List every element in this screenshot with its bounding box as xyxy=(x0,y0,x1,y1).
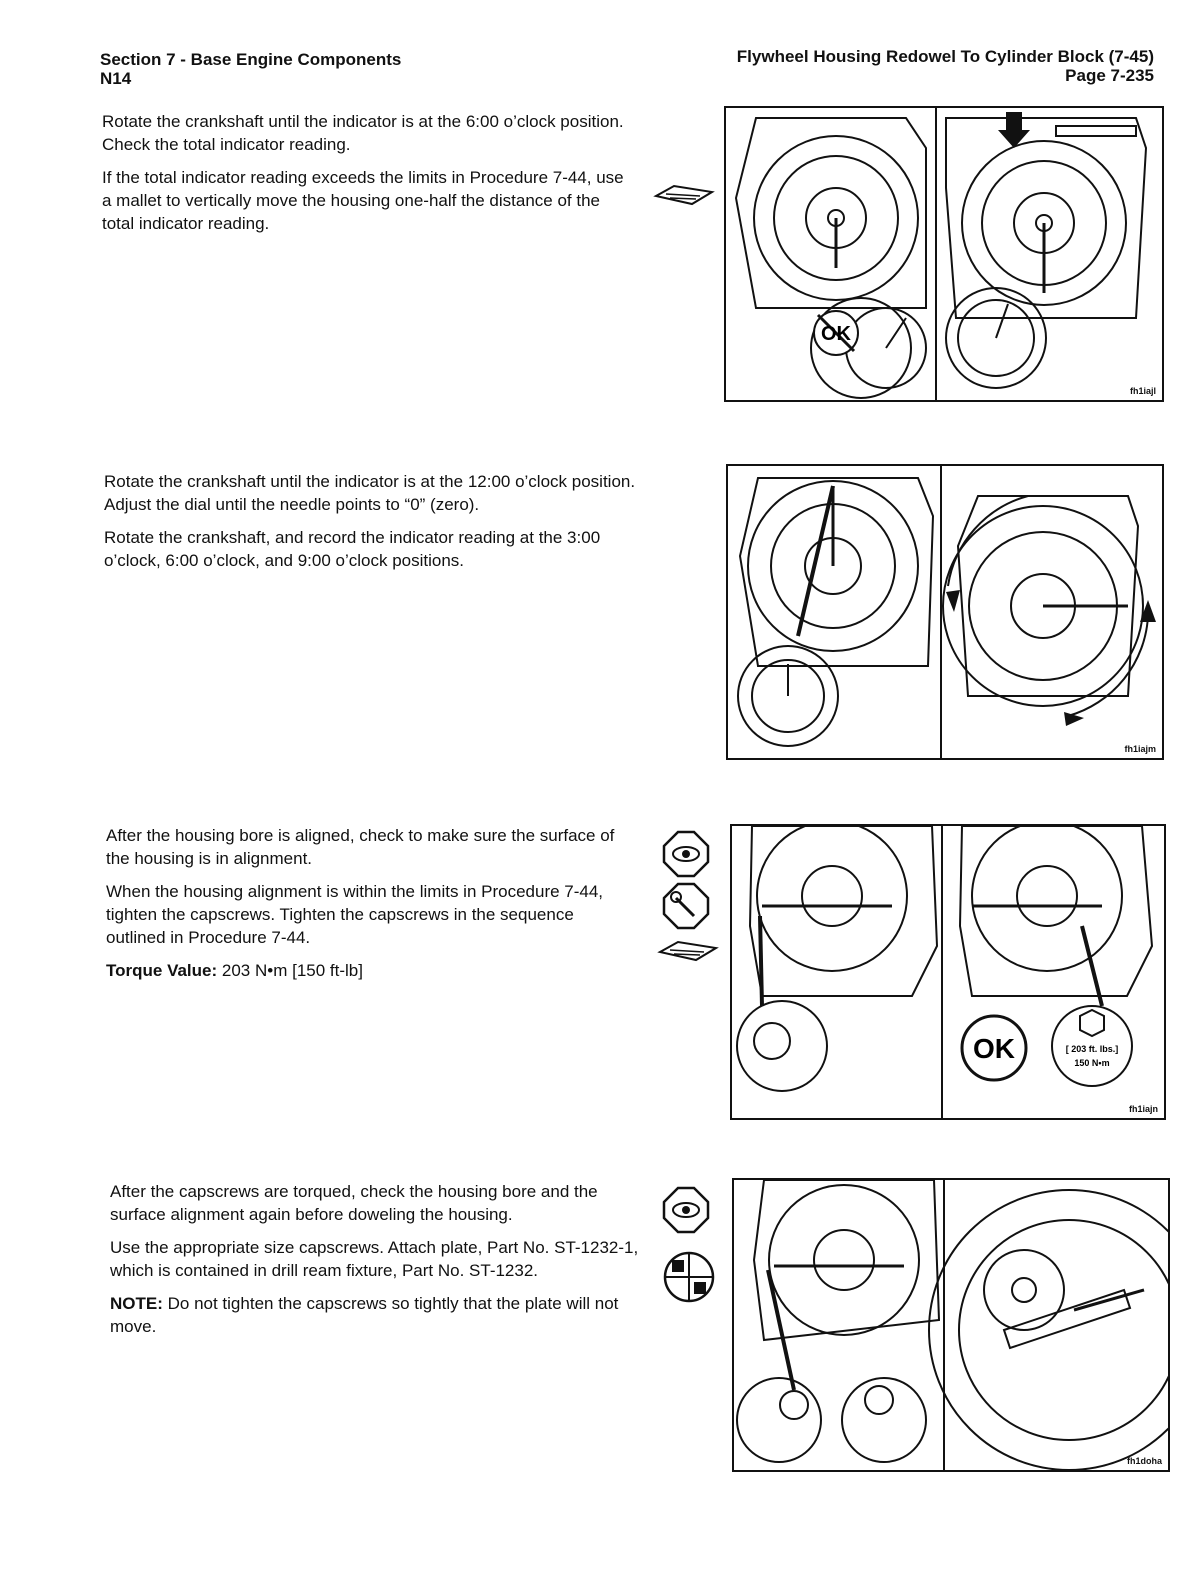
inspect-eye-icon xyxy=(662,1186,710,1234)
section-header xyxy=(100,50,401,88)
note-line xyxy=(110,1292,642,1338)
ok-badge: OK xyxy=(973,1033,1015,1064)
note-label: NOTE: xyxy=(110,1294,163,1313)
figure-2-illustration xyxy=(728,466,1162,758)
note-text: Do not tighten the capscrews so tightly that the plate will not move. xyxy=(110,1294,619,1336)
step-3-paragraph-1: After the housing bore is aligned, check to make sure the surface of the housing is in alignment. xyxy=(106,826,615,868)
inspect-eye-icon xyxy=(662,830,710,878)
torque-callout-ftlb: [ 203 ft. lbs.] xyxy=(1065,1044,1119,1054)
procedure-header xyxy=(737,47,1154,85)
adjust-icon xyxy=(656,938,720,964)
step-2-paragraph-1: Rotate the crankshaft until the indicator is at the 12:00 o’clock position. Adjust the dial until the needle points to “0” (zero). xyxy=(104,472,636,514)
torque-value-line xyxy=(106,959,638,982)
step-2-text xyxy=(104,470,636,582)
step-4-text xyxy=(110,1180,642,1348)
figure-id: fh1iajm xyxy=(1124,744,1156,754)
step-4-paragraph-2: Use the appropriate size capscrews. Attach plate, Part No. ST-1232-1, which is contained in drill ream fixture, Part No. ST-1232. xyxy=(110,1238,639,1280)
step-3-paragraph-2: When the housing alignment is within the limits in Procedure 7-44, tighten the capscrews. Tighten the capscrews in the sequence outlined in Procedure 7-44. xyxy=(106,882,604,947)
torque-label: Torque Value: xyxy=(106,961,218,980)
figure-surface-alignment xyxy=(730,824,1166,1120)
procedure-title: Flywheel Housing Redowel To Cylinder Block (7-45) xyxy=(736,47,1154,66)
figure-attach-plate xyxy=(732,1178,1170,1472)
adjust-icon xyxy=(652,182,716,208)
torque-callout-nm: 150 N•m xyxy=(1074,1058,1110,1068)
figure-id: fh1iajn xyxy=(1128,1104,1158,1114)
engine-model: N14 xyxy=(100,69,132,88)
torque-wrench-icon xyxy=(662,882,710,930)
parts-tools-icon xyxy=(662,1250,716,1304)
section-title: Section 7 - Base Engine Components xyxy=(100,50,402,69)
figure-3-illustration xyxy=(732,826,1164,1118)
step-1-paragraph-2: If the total indicator reading exceeds the limits in Procedure 7-44, use a mallet to vertically move the housing one-half the distance of the total indicator reading. xyxy=(102,168,624,233)
figure-id: fh1iajl xyxy=(1129,386,1156,396)
figure-4-illustration xyxy=(734,1180,1168,1470)
figure-1-illustration xyxy=(726,108,1162,400)
figure-id: fh1doha xyxy=(1127,1456,1162,1466)
step-2-paragraph-2: Rotate the crankshaft, and record the indicator reading at the 3:00 o’clock, 6:00 o’clock, and 9:00 o’clock positions. xyxy=(104,528,601,570)
figure-check-6-oclock xyxy=(724,106,1164,402)
step-1-paragraph-1: Rotate the crankshaft until the indicator is at the 6:00 o’clock position. Check the total indicator reading. xyxy=(102,112,624,154)
step-1-text xyxy=(102,110,634,245)
step-4-paragraph-1: After the capscrews are torqued, check the housing bore and the surface alignment again before doweling the housing. xyxy=(110,1182,598,1224)
ok-crossed-badge: OK xyxy=(821,323,851,345)
torque-value: 203 N•m [150 ft-lb] xyxy=(221,961,363,980)
step-3-text xyxy=(106,824,638,992)
figure-zero-at-12-oclock xyxy=(726,464,1164,760)
page-number: Page 7-235 xyxy=(1065,66,1154,85)
